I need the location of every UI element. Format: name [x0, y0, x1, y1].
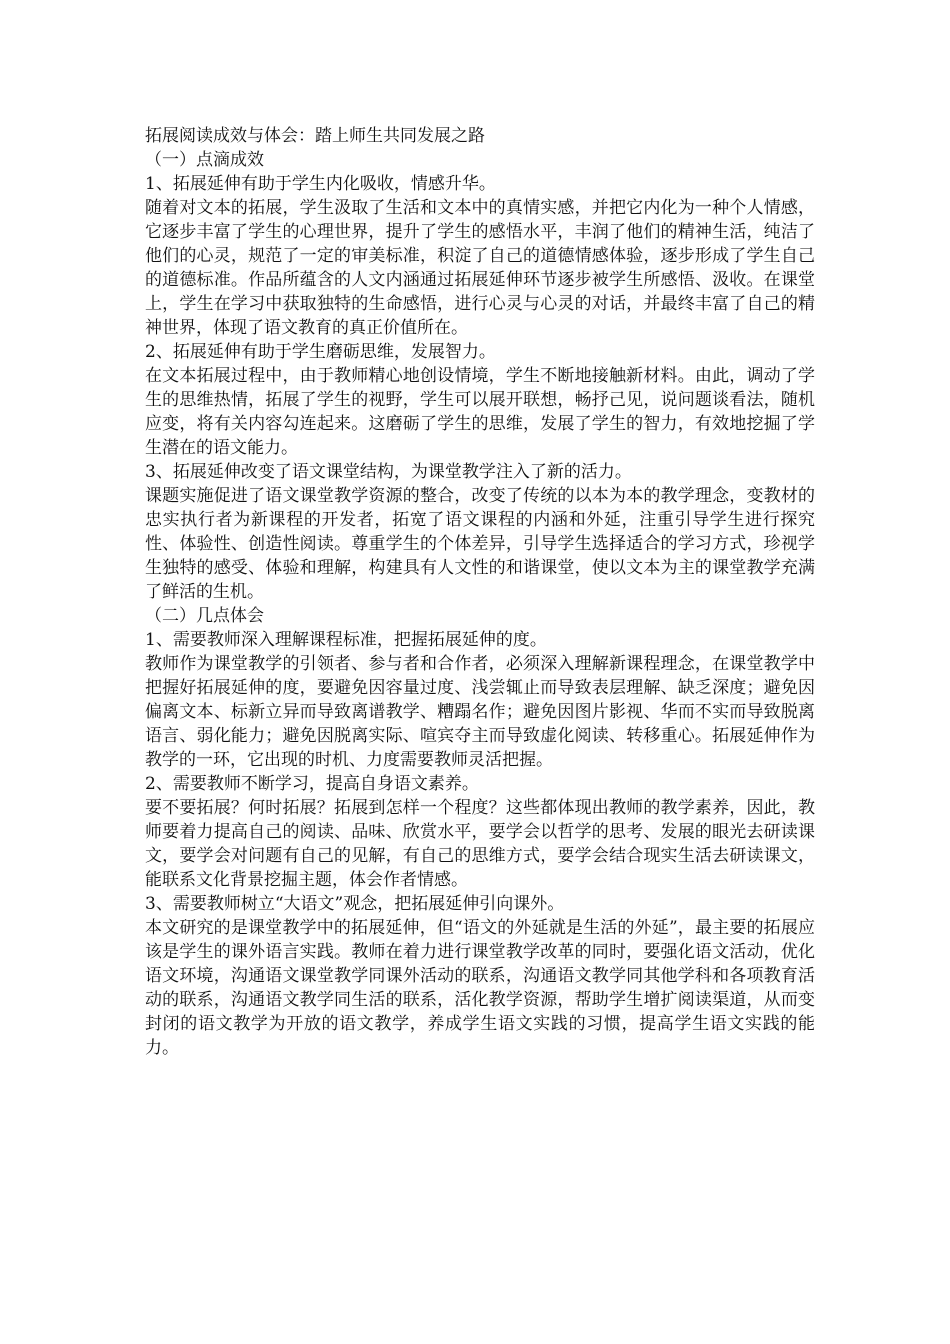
achievement-3-title: 3、拓展延伸改变了语文课堂结构，为课堂教学注入了新的活力。 — [145, 462, 632, 482]
achievement-2-title: 2、拓展延伸有助于学生磨砺思维，发展智力。 — [145, 342, 496, 362]
reflection-1-body: 教师作为课堂教学的引领者、参与者和合作者，必须深入理解新课程理念，在课堂教学中把握好拓展延伸的度，要避免因容量过度、浅尝辄止而导致表层理解、缺乏深度；避免因偏离文本、标新立异而导致离谱教学、糟蹋名作；避免因图片影视、华而不实而导致脱离语言、弱化能力；避免因脱离实际、喧宾夺主而导致虚化阅读、转移重心。拓展延伸作为教学的一环，它出现的时机、力度需要教师灵活把握。 — [145, 654, 815, 770]
reflection-3-title: 3、需要教师树立“大语文”观念，把拓展延伸引向课外。 — [145, 894, 565, 914]
section-heading-reflections: （二）几点体会 — [145, 606, 264, 626]
reflection-1-title: 1、需要教师深入理解课程标准，把握拓展延伸的度。 — [145, 630, 547, 650]
achievement-3-body: 课题实施促进了语文课堂教学资源的整合，改变了传统的以本为本的教学理念，变教材的忠实执行者为新课程的开发者，拓宽了语文课程的内涵和外延，注重引导学生进行探究性、体验性、创造性阅读。尊重学生的个体差异，引导学生选择适合的学习方式，珍视学生独特的感受、体验和理解，构建具有人文性的和谐课堂，使以文本为主的课堂教学充满了鲜活的生机。 — [145, 486, 815, 602]
reflection-2-title: 2、需要教师不断学习，提高自身语文素养。 — [145, 774, 479, 794]
document-title: 拓展阅读成效与体会：踏上师生共同发展之路 — [145, 126, 485, 146]
achievement-1-title: 1、拓展延伸有助于学生内化吸收，情感升华。 — [145, 174, 496, 194]
section-heading-achievements: （一）点滴成效 — [145, 150, 264, 170]
achievement-2-body: 在文本拓展过程中，由于教师精心地创设情境，学生不断地接触新材料。由此，调动了学生的思维热情，拓展了学生的视野，学生可以展开联想，畅抒己见，说问题谈看法，随机应变，将有关内容勾连起来。这磨砺了学生的思维，发展了学生的智力，有效地挖掘了学生潜在的语文能力。 — [145, 366, 815, 458]
reflection-3-body: 本文研究的是课堂教学中的拓展延伸，但“语文的外延就是生活的外延”，最主要的拓展应该是学生的课外语言实践。教师在着力进行课堂教学改革的同时，要强化语文活动，优化语文环境，沟通语文课堂教学同课外活动的联系，沟通语文教学同其他学科和各项教育活动的联系，沟通语文教学同生活的联系，活化教学资源，帮助学生增扩阅读渠道，从而变封闭的语文教学为开放的语文教学，养成学生语文实践的习惯，提高学生语文实践的能力。 — [145, 918, 815, 1058]
reflection-2-body: 要不要拓展？何时拓展？拓展到怎样一个程度？这些都体现出教师的教学素养，因此，教师要着力提高自己的阅读、品味、欣赏水平，要学会以哲学的思考、发展的眼光去研读课文，要学会对问题有自己的见解，有自己的思维方式，要学会结合现实生活去研读课文，能联系文化背景挖掘主题，体会作者情感。 — [145, 798, 815, 890]
document-page — [145, 124, 815, 1060]
achievement-1-body: 随着对文本的拓展，学生汲取了生活和文本中的真情实感，并把它内化为一种个人情感，它逐步丰富了学生的心理世界，提升了学生的感悟水平，丰润了他们的精神生活，纯洁了他们的心灵，规范了一定的审美标准，积淀了自己的道德情感体验，逐步形成了学生自己的道德标准。作品所蕴含的人文内涵通过拓展延伸环节逐步被学生所感悟、汲收。在课堂上，学生在学习中获取独特的生命感悟，进行心灵与心灵的对话，并最终丰富了自己的精神世界，体现了语文教育的真正价值所在。 — [145, 198, 815, 338]
